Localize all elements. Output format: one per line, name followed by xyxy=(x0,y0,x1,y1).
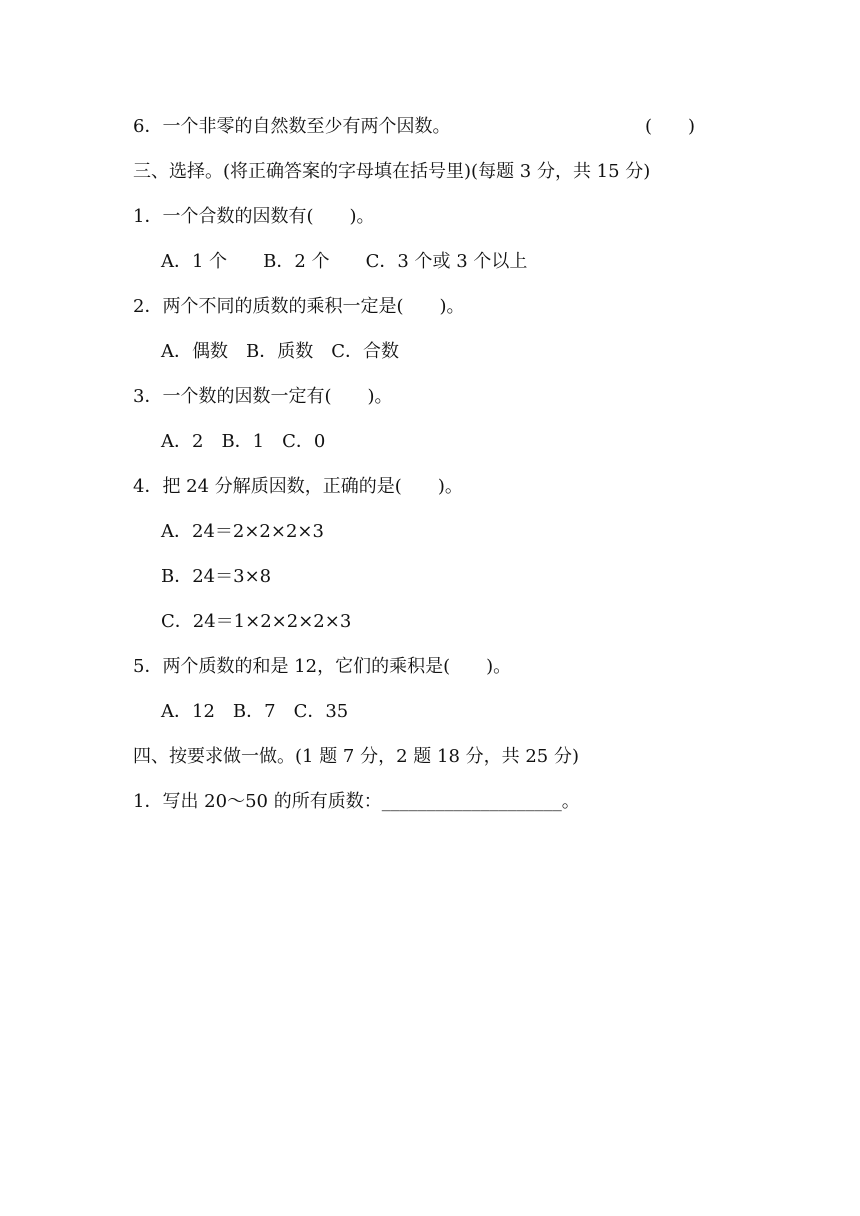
choice-question-2: 2．两个不同的质数的乘积一定是( )。 xyxy=(133,296,465,317)
choice-question-2-options: A．偶数 B．质数 C．合数 xyxy=(161,341,399,362)
choice-question-5: 5．两个质数的和是 12，它们的乘积是( )。 xyxy=(133,656,512,677)
choice-question-4-option-c: C．24＝1×2×2×2×3 xyxy=(161,611,352,632)
choice-question-4-option-a: A．24＝2×2×2×3 xyxy=(161,521,324,542)
choice-question-5-options: A．12 B．7 C．35 xyxy=(161,701,349,722)
choice-question-3-options: A．2 B．1 C．0 xyxy=(161,431,326,452)
section-3-heading: 三、选择。(将正确答案的字母填在括号里)(每题 3 分，共 15 分) xyxy=(133,161,651,182)
answer-parentheses: ( ) xyxy=(645,116,696,137)
choice-question-3: 3．一个数的因数一定有( )。 xyxy=(133,386,393,407)
choice-question-4: 4．把 24 分解质因数，正确的是( )。 xyxy=(133,476,463,497)
choice-question-1-options: A．1 个 B．2 个 C．3 个或 3 个以上 xyxy=(161,251,528,272)
question-6: 6．一个非零的自然数至少有两个因数。 xyxy=(133,116,451,137)
choice-question-4-option-b: B．24＝3×8 xyxy=(161,566,272,587)
task-question-1: 1．写出 20～50 的所有质数：____________________。 xyxy=(133,791,580,812)
section-4-heading: 四、按要求做一做。(1 题 7 分，2 题 18 分，共 25 分) xyxy=(133,746,579,767)
choice-question-1: 1．一个合数的因数有( )。 xyxy=(133,206,375,227)
